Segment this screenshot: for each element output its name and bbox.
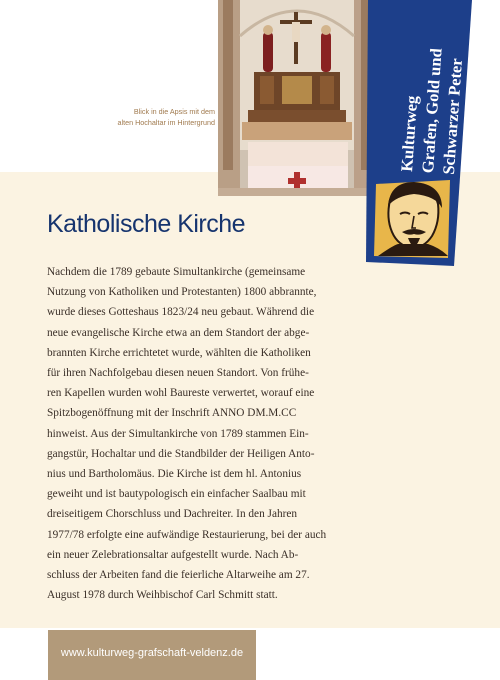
body-line: nius und Bartholomäus. Die Kirche ist dem hl. Antonius [47, 468, 302, 481]
body-line: 1977/78 erfolgte eine aufwändige Restaurierung, bei der auch [47, 528, 327, 541]
body-line: gangstür, Hochaltar und die Standbilder der Heiligen Anto- [47, 447, 315, 460]
apse-photo [218, 0, 376, 196]
body-line: brannten Kirche errichtetet wurde, wählten die Katholiken [47, 346, 311, 359]
body-line: ren Kapellen wurden wohl Baureste verwertet, worauf eine [47, 387, 315, 400]
body-line: Nachdem die 1789 gebaute Simultankirche (gemeinsame [47, 266, 306, 278]
website-link[interactable]: www.kulturweg-grafschaft-veldenz.de [60, 647, 244, 659]
caption-line: alten Hochaltar im Hintergrund [117, 118, 215, 127]
body-line: für ihren Nachfolgebau diesen neuen Standort. Von frühe- [47, 367, 309, 380]
body-line: schluss der Arbeiten fand die feierliche Altarweihe am 27. [47, 569, 310, 582]
badge-line: Schwarzer Peter [438, 57, 467, 176]
body-line: ein neuer Zelebrationsaltar aufgestellt wurde. Nach Ab- [47, 548, 299, 561]
badge-line: Grafen, Gold und [417, 47, 446, 174]
photo-caption [100, 106, 215, 128]
url-box [48, 630, 256, 680]
body-line: wurde dieses Gotteshaus 1823/24 neu gebaut. Während die [47, 306, 315, 319]
body-line: Nutzung von Katholiken und Protestanten) 1800 abbrannte, [47, 286, 317, 299]
badge-line: Kulturweg [397, 95, 422, 173]
body-text [47, 262, 367, 605]
kulturweg-badge [362, 0, 478, 270]
page-title: Katholische Kirche [47, 210, 246, 238]
body-line: geweiht und ist bautypologisch ein einfacher Saalbau mit [47, 488, 306, 501]
body-line: neue evangelische Kirche etwa an dem Standort der abge- [47, 326, 310, 339]
body-line: Spitzbogenöffnung mit der Inschrift ANNO DM.M.CC [47, 407, 297, 420]
body-line: hinweist. Aus der Simultankirche von 1789 stammen Ein- [47, 427, 309, 440]
body-line: August 1978 durch Weihbischof Carl Schmitt statt. [47, 589, 278, 602]
portrait-icon [374, 180, 450, 258]
caption-line: Blick in die Apsis mit dem [133, 107, 215, 116]
body-line: dreiseitigem Chorschluss und Dachreiter. In den Jahren [47, 508, 298, 521]
